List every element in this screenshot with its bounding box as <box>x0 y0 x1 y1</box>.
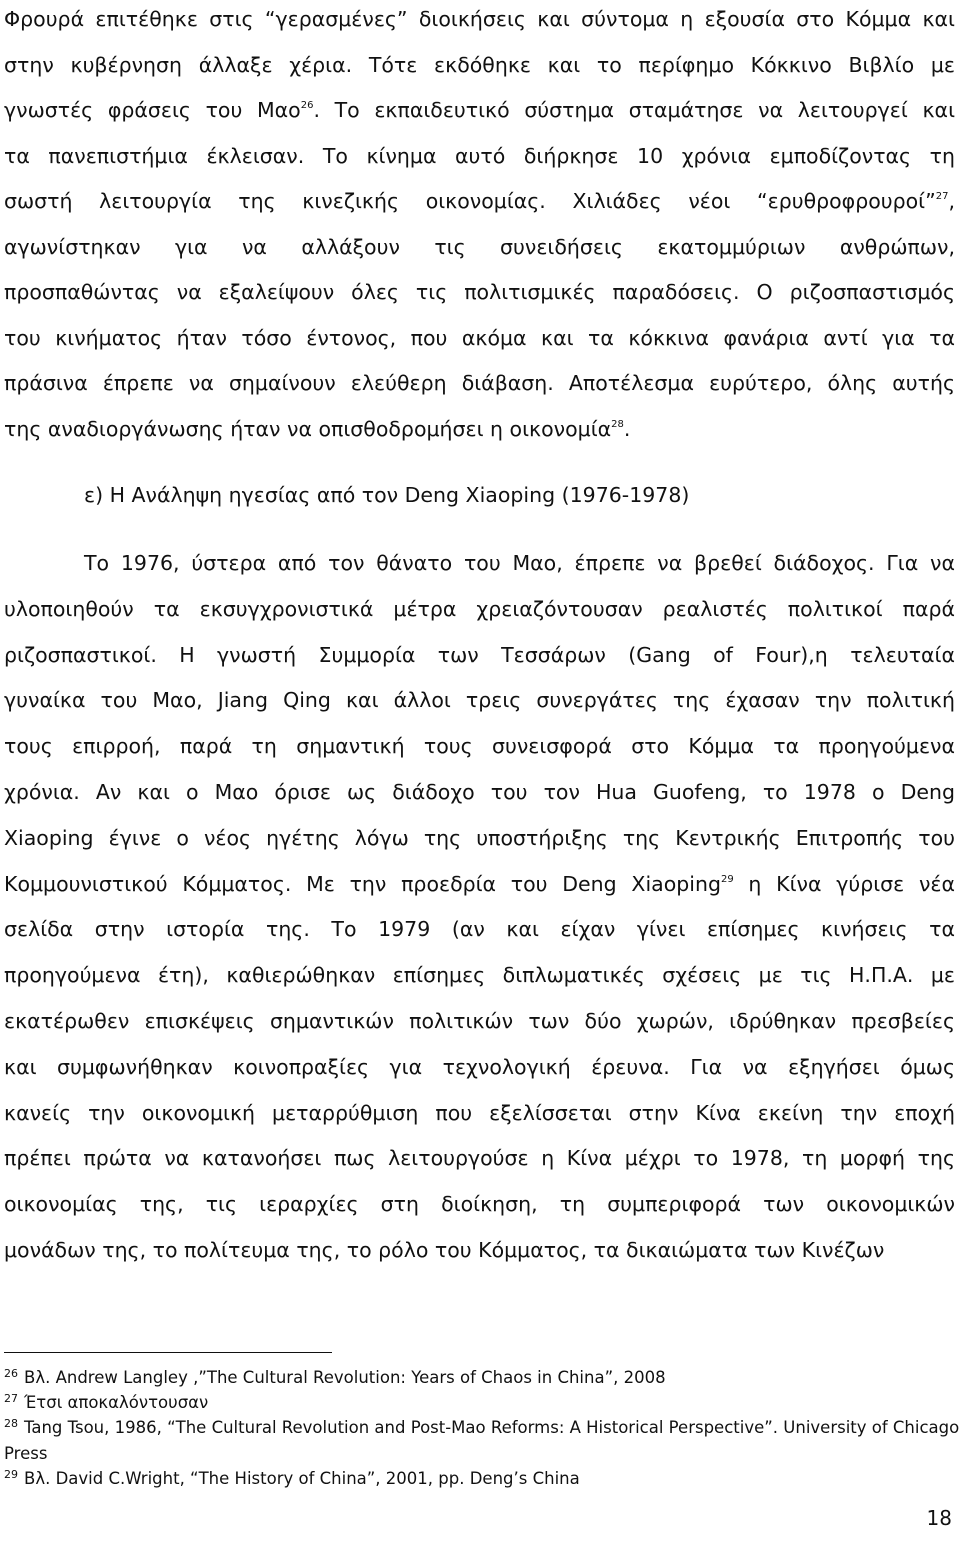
text-line: και συμφωνήθηκαν κοινοπραξίες για τεχνολογική έρευνα. Για να εξηγήσει όμως <box>4 1054 955 1079</box>
text-line: υλοποιηθούν τα εκσυγχρονιστικά μέτρα χρειαζόντουσαν ρεαλιστές πολιτικοί παρά <box>4 596 955 621</box>
footnote-text: Tang Tsou, 1986, “The Cultural Revolution and Post-Mao Reforms: A Historical Perspective”. University of Chicago <box>24 1418 960 1438</box>
footnote-marker: 27 <box>935 191 949 202</box>
text-segment: Κομμουνιστικού Κόμματος. Με την προεδρία του Deng Xiaoping <box>4 871 721 896</box>
footnote <box>4 1366 944 1389</box>
footnote-separator <box>4 1352 332 1353</box>
footnote-marker: 28 <box>611 418 624 430</box>
text-line <box>4 96 955 124</box>
text-segment: , <box>948 189 955 213</box>
text-line: πρέπει πρώτα να κατανοήσει πως λειτουργούσε η Κίνα μέχρι το 1978, τη μορφή της <box>4 1146 955 1171</box>
footnote-marker: 29 <box>720 873 734 885</box>
text-line: γυναίκα του Μαο, Jiang Qing και άλλοι τρεις συνεργάτες της έχασαν την πολιτική <box>4 688 955 713</box>
text-line: χρόνια. Αν και ο Μαο όρισε ως διάδοχο του τον Hua Guofeng, το 1978 ο Deng <box>4 780 955 804</box>
text-line <box>4 187 955 215</box>
text-line: εκατέρωθεν επισκέψεις σημαντικών πολιτικών των δύο χωρών, ιδρύθηκαν πρεσβείες <box>4 1009 955 1033</box>
footnote-text: Press <box>4 1443 48 1463</box>
text-line <box>4 415 955 443</box>
text-line <box>4 870 955 898</box>
footnote-marker: 26 <box>300 100 314 111</box>
footnote-text: Έτσι αποκαλόντουσαν <box>24 1393 209 1413</box>
footnote-text: Βλ. Andrew Langley ,”The Cultural Revolution: Years of Chaos in China”, 2008 <box>24 1368 666 1387</box>
text-line: ριζοσπαστικοί. Η γνωστή Συμμορία των Τεσσάρων (Gang of Four),η τελευταία <box>4 642 955 667</box>
footnote-number: 28 <box>4 1417 18 1431</box>
text-segment: . Το εκπαιδευτικό σύστημα σταμάτησε να λειτουργεί και <box>313 98 956 122</box>
text-line: προσπαθώντας να εξαλείψουν όλες τις πολιτισμικές παραδόσεις. Ο ριζοσπαστισμός <box>4 280 955 304</box>
footnote <box>4 1467 944 1490</box>
text-line: του κινήματος ήταν τόσο έντονος, που ακόμα και τα κόκκινα φανάρια αντί για τα <box>4 325 955 350</box>
text-line: Το 1976, ύστερα από τον θάνατο του Μαο, έπρεπε να βρεθεί διάδοχος. Για να <box>84 551 955 575</box>
page-number: 18 <box>926 1506 952 1530</box>
text-segment: η Κίνα γύρισε νέα <box>733 871 956 896</box>
text-line: οικονομίας της, τις ιεραρχίες στη διοίκηση, τη συμπεριφορά των οικονομικών <box>4 1192 955 1217</box>
text-line: τους επιρροή, παρά τη σημαντική τους συνεισφορά στο Κόμμα τα προηγούμενα <box>4 734 955 759</box>
text-line: τα πανεπιστήμια έκλεισαν. Το κίνημα αυτό διήρκησε 10 χρόνια εμποδίζοντας τη <box>4 143 955 168</box>
footnote-text: Βλ. David C.Wright, “The History of China”, 2001, pp. Deng’s China <box>24 1468 580 1488</box>
text-line: Xiaoping έγινε ο νέος ηγέτης λόγω της υποστήριξης της Κεντρικής Επιτροπής του <box>4 825 955 850</box>
section-heading: ε) Η Ανάληψη ηγεσίας από τον Deng Xiaoping (1976-1978) <box>84 483 690 507</box>
text-line: προηγούμενα έτη), καθιερώθηκαν επίσημες διπλωματικές σχέσεις με τις Η.Π.Α. με <box>4 963 955 988</box>
footnote-number: 29 <box>4 1467 18 1481</box>
text-line: στην κυβέρνηση άλλαξε χέρια. Τότε εκδόθηκε και το περίφημο Κόκκινο Βιβλίο με <box>4 52 955 77</box>
text-line: πράσινα έπρεπε να σημαίνουν ελεύθερη διάβαση. Αποτέλεσμα ευρύτερο, όλης αυτής <box>4 371 955 395</box>
text-segment: . <box>623 416 631 441</box>
footnote <box>4 1416 960 1439</box>
footnote-number: 27 <box>4 1392 18 1406</box>
footnote <box>4 1391 944 1414</box>
text-line: μονάδων της, το πολίτευμα της, το ρόλο του Κόμματος, τα δικαιώματα των Κινέζων <box>4 1238 885 1262</box>
text-segment: σωστή λειτουργία της κινεζικής οικονομίας. Χιλιάδες νέοι “ερυθροφρουροί” <box>4 189 936 213</box>
text-line: κανείς την οικονομική μεταρρύθμιση που εξελίσσεται στην Κίνα εκείνη την εποχή <box>4 1100 955 1125</box>
footnote-number: 26 <box>4 1367 18 1380</box>
footnote <box>4 1442 944 1465</box>
text-segment: γνωστές φράσεις του Μαο <box>4 98 301 122</box>
text-segment: της αναδιοργάνωσης ήταν να οπισθοδρομήσει η οικονομία <box>4 416 612 441</box>
text-line: σελίδα στην ιστορία της. Το 1979 (αν και είχαν γίνει επίσημες κινήσεις τα <box>4 917 955 942</box>
text-line: αγωνίστηκαν για να αλλάξουν τις συνειδήσεις εκατομμύριων ανθρώπων, <box>4 234 955 259</box>
text-line: Φρουρά επιτέθηκε στις “γερασμένες” διοικήσεις και σύντομα η εξουσία στο Κόμμα και <box>4 7 955 31</box>
